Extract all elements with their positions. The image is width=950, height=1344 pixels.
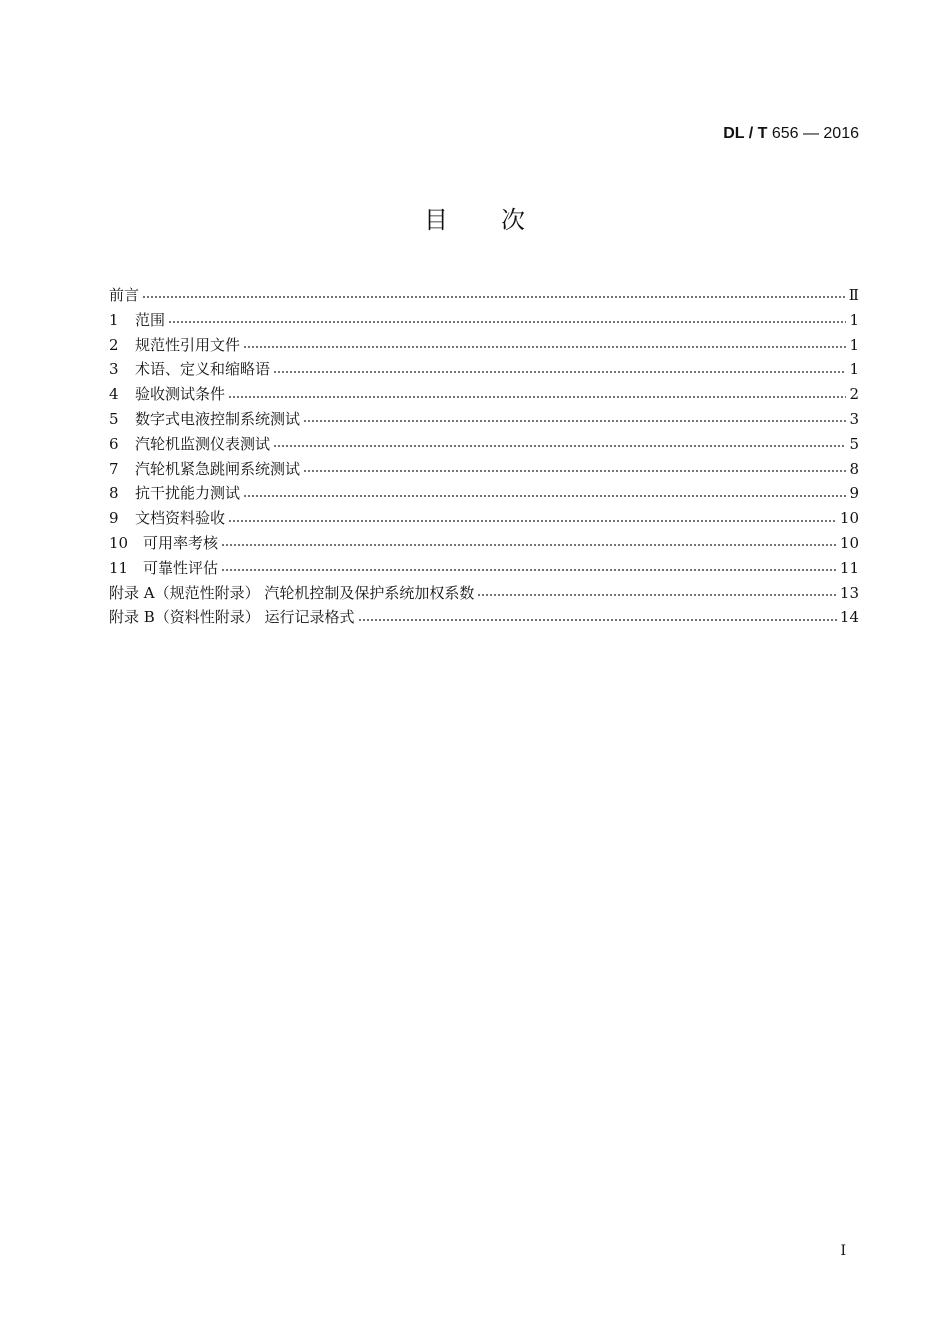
toc-entry-number: 2 <box>109 335 119 354</box>
toc-entry-label: 验收测试条件 <box>135 385 226 404</box>
toc-entry-appendix-b[interactable] <box>109 605 859 630</box>
document-code <box>723 124 859 144</box>
toc-entry-8[interactable] <box>109 481 859 506</box>
toc-list <box>109 283 859 630</box>
toc-entry-number: 10 <box>109 533 129 552</box>
toc-entry-page: Ⅱ <box>848 286 859 304</box>
toc-entry-number: 11 <box>109 558 129 577</box>
toc-title <box>0 203 950 237</box>
toc-entry-label: 汽轮机紧急跳闸系统测试 <box>135 459 301 478</box>
toc-entry-2[interactable] <box>109 333 859 358</box>
toc-entry-number: 5 <box>109 409 119 428</box>
toc-entry-page: 1 <box>849 360 859 379</box>
document-code-number: 656 — 2016 <box>771 125 859 142</box>
toc-entry-page: 13 <box>839 583 859 602</box>
toc-entry-label: 数字式电液控制系统测试 <box>135 409 301 428</box>
toc-entry-6[interactable] <box>109 432 859 457</box>
toc-dot-leader <box>168 321 846 323</box>
toc-entry-number: 1 <box>109 310 119 329</box>
toc-dot-leader <box>243 346 846 348</box>
toc-entry-11[interactable] <box>109 556 859 581</box>
toc-entry-number: 3 <box>109 360 119 379</box>
toc-dot-leader <box>221 544 837 546</box>
toc-entry-number: 7 <box>109 459 119 478</box>
toc-entry-number: 8 <box>109 484 119 503</box>
toc-dot-leader <box>303 470 846 472</box>
toc-entry-page: 1 <box>849 310 859 329</box>
toc-entry-1[interactable] <box>109 308 859 333</box>
toc-entry-page: 2 <box>849 385 859 404</box>
toc-entry-page: 10 <box>839 509 859 528</box>
toc-entry-label: 文档资料验收 <box>135 509 226 528</box>
toc-entry-5[interactable] <box>109 407 859 432</box>
toc-entry-appendix-a[interactable] <box>109 581 859 606</box>
toc-dot-leader <box>358 619 837 621</box>
page-number: I <box>840 1243 846 1259</box>
toc-entry-page: 11 <box>839 558 859 577</box>
toc-entry-page: 8 <box>849 459 859 478</box>
toc-dot-leader <box>142 296 846 298</box>
toc-dot-leader <box>303 420 846 422</box>
toc-dot-leader <box>273 445 846 447</box>
toc-entry-label: 前言 <box>109 286 140 304</box>
toc-entry-9[interactable] <box>109 506 859 531</box>
toc-dot-leader <box>228 396 846 398</box>
toc-entry-page: 5 <box>849 434 859 453</box>
toc-dot-leader <box>228 520 837 522</box>
toc-entry-page: 9 <box>849 484 859 503</box>
toc-entry-page: 10 <box>839 533 859 552</box>
toc-entry-3[interactable] <box>109 357 859 382</box>
toc-title-char-1: 目 <box>424 206 449 234</box>
document-code-prefix: DL / T <box>723 125 768 142</box>
toc-entry-label: 附录 A（规范性附录） 汽轮机控制及保护系统加权系数 <box>109 583 475 602</box>
toc-entry-label: 附录 B（资料性附录） 运行记录格式 <box>109 608 355 627</box>
toc-entry-label: 规范性引用文件 <box>135 335 241 354</box>
toc-dot-leader <box>243 495 846 497</box>
toc-entry-label: 抗干扰能力测试 <box>135 484 241 503</box>
toc-entry-number: 6 <box>109 434 119 453</box>
toc-entry-page: 1 <box>849 335 859 354</box>
toc-entry-preface[interactable] <box>109 283 859 308</box>
toc-entry-4[interactable] <box>109 382 859 407</box>
toc-entry-page: 14 <box>839 608 859 627</box>
toc-entry-number: 4 <box>109 385 119 404</box>
toc-dot-leader <box>273 371 846 373</box>
toc-entry-10[interactable] <box>109 531 859 556</box>
toc-entry-label: 术语、定义和缩略语 <box>135 360 271 379</box>
toc-entry-label: 可用率考核 <box>143 533 219 552</box>
toc-entry-number: 9 <box>109 509 119 528</box>
toc-entry-label: 范围 <box>135 310 166 329</box>
toc-entry-page: 3 <box>849 409 859 428</box>
toc-title-char-2: 次 <box>501 206 526 234</box>
toc-dot-leader <box>221 569 837 571</box>
toc-entry-7[interactable] <box>109 457 859 482</box>
toc-dot-leader <box>477 594 837 596</box>
toc-entry-label: 汽轮机监测仪表测试 <box>135 434 271 453</box>
toc-entry-label: 可靠性评估 <box>143 558 219 577</box>
